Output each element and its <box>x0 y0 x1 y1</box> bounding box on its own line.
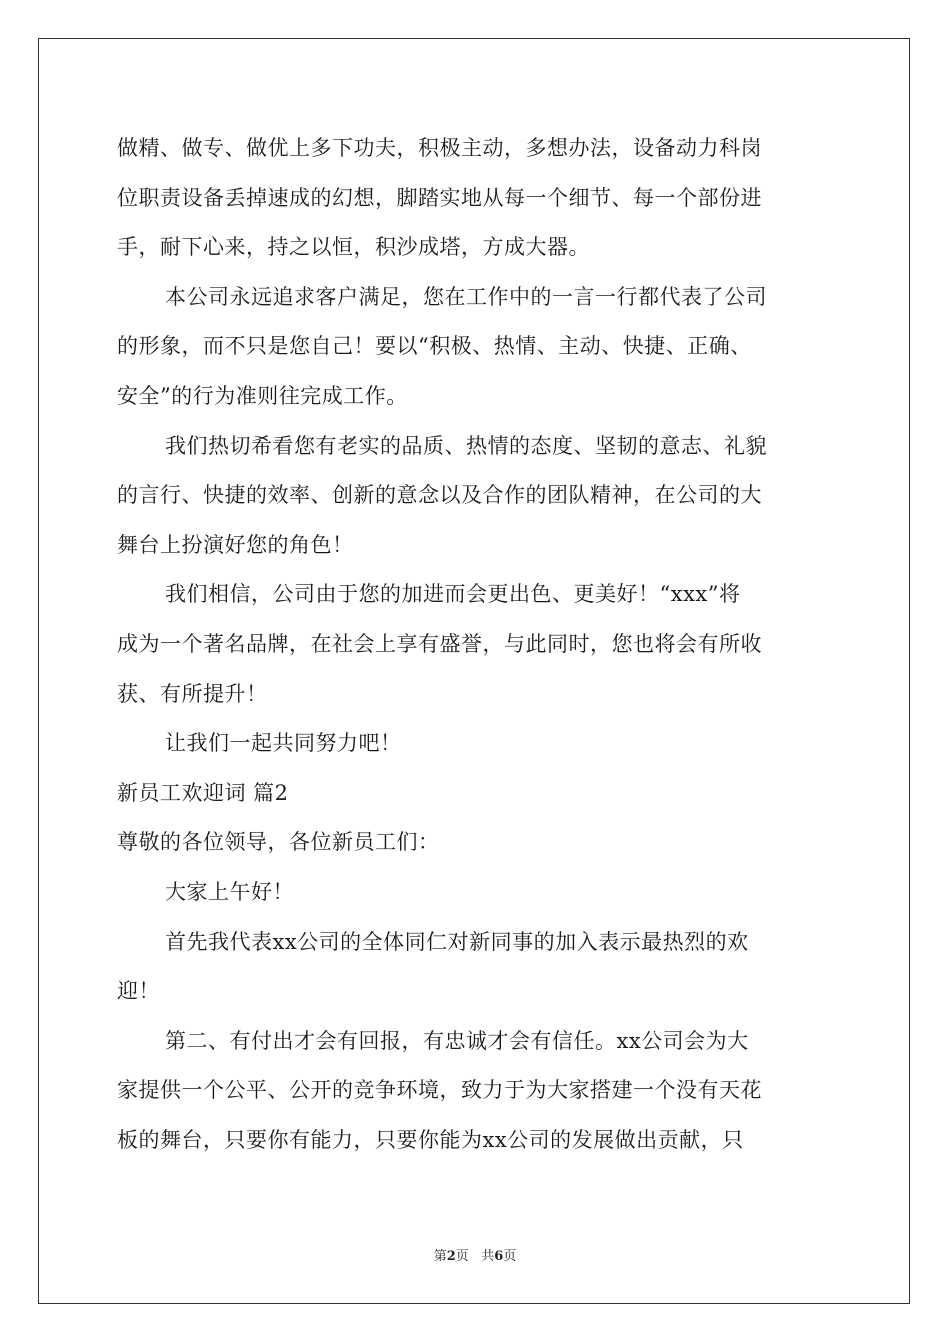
text-line: 舞台上扮演好您的角色！ <box>117 532 354 557</box>
text-line: 第二、有付出才会有回报，有忠诚才会有信任。xx公司会为大 <box>165 1028 749 1053</box>
text-line: 家提供一个公平、公开的竞争环境，致力于为大家搭建一个没有天花 <box>117 1078 762 1103</box>
salutation: 尊敬的各位领导，各位新员工们： <box>117 830 440 855</box>
page-prefix: 第 <box>433 1249 447 1264</box>
total-prefix: 共 <box>481 1249 495 1264</box>
section-heading: 新员工欢迎词 篇2 <box>117 780 289 805</box>
text-line: 做精、做专、做优上多下功夫，积极主动，多想办法，设备动力科岗 <box>117 136 762 160</box>
text-line: 迎！ <box>117 979 160 1004</box>
text-line: 我们热切希看您有老实的品质、热情的态度、坚韧的意志、礼貌 <box>165 433 767 458</box>
text-line: 获、有所提升！ <box>117 681 268 706</box>
page-suffix: 页 <box>455 1249 469 1264</box>
text-line: 成为一个著名品牌，在社会上享有盛誉，与此同时，您也将会有所收 <box>117 631 762 656</box>
current-page-number: 2 <box>446 1249 456 1264</box>
text-line: 的形象，而不只是您自己！要以“积极、热情、主动、快捷、正确、 <box>117 334 752 359</box>
page-footer <box>0 1247 950 1267</box>
text-line: 安全”的行为准则往完成工作。 <box>117 383 408 408</box>
text-line: 让我们一起共同努力吧！ <box>165 731 402 756</box>
total-suffix: 页 <box>503 1249 517 1264</box>
text-line: 本公司永远追求客户满足，您在工作中的一言一行都代表了公司 <box>165 284 767 309</box>
text-line: 板的舞台，只要你有能力，只要你能为xx公司的发展做出贡献，只 <box>117 1127 744 1152</box>
text-line: 首先我代表xx公司的全体同仁对新同事的加入表示最热烈的欢 <box>165 929 749 954</box>
document-body <box>117 124 833 1165</box>
text-line: 手，耐下心来，持之以恒，积沙成塔，方成大器。 <box>117 235 590 260</box>
text-line: 的言行、快捷的效率、创新的意念以及合作的团队精神，在公司的大 <box>117 483 762 508</box>
text-line: 位职责设备丢掉速成的幻想，脚踏实地从每一个细节、每一个部份进 <box>117 185 762 210</box>
total-page-number: 6 <box>494 1249 504 1264</box>
text-line: 大家上午好！ <box>165 879 294 904</box>
text-line: 我们相信，公司由于您的加进而会更出色、更美好！“xxx”将 <box>165 582 741 607</box>
